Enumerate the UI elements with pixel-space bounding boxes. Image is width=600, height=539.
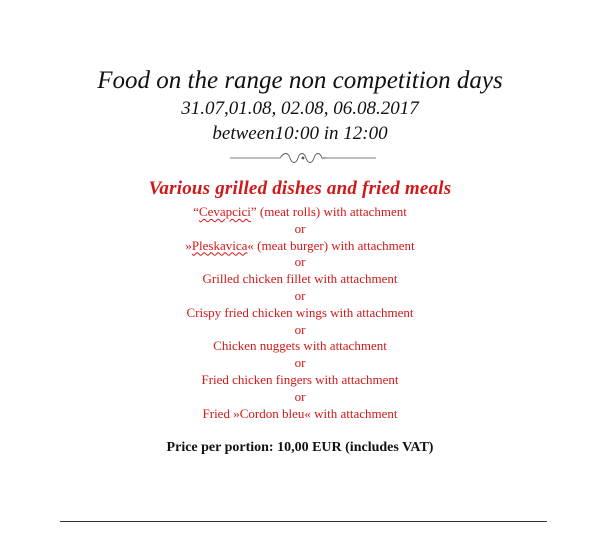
menu-separator-or: or: [294, 287, 306, 303]
menu-item-name: Cevapcici: [198, 204, 251, 219]
menu-item-chicken-fillet: Grilled chicken fillet with attachment: [202, 271, 398, 287]
footer-divider: [60, 521, 547, 522]
menu-separator-or: or: [294, 355, 306, 371]
menu-list: [0, 204, 600, 422]
menu-item-chicken-wings: Crispy fried chicken wings with attachment: [186, 304, 414, 320]
menu-separator-or: or: [294, 220, 306, 236]
menu-separator-or: or: [294, 254, 306, 270]
page-title: Food on the range non competition days: [97, 67, 503, 94]
menu-item-chicken-fingers: Fried chicken fingers with attachment: [201, 371, 399, 387]
menu-item-pleskavica: »Pleskavica« (meat burger) with attachment: [185, 237, 415, 253]
menu-item-chicken-nuggets: Chicken nuggets with attachment: [213, 338, 387, 354]
menu-item-name: Pleskavica: [191, 237, 248, 253]
menu-item-cordon-bleu: Fried »Cordon bleu« with attachment: [202, 405, 398, 421]
menu-separator-or: or: [294, 321, 306, 337]
event-dates: 31.07,01.08, 02.08, 06.08.2017: [181, 98, 419, 119]
menu-separator-or: or: [294, 388, 306, 404]
section-heading: Various grilled dishes and fried meals: [148, 178, 452, 199]
ornament-divider-icon: [228, 148, 378, 168]
price-line: Price per portion: 10,00 EUR (includes VAT): [166, 440, 434, 455]
serving-time: between10:00 in 12:00: [212, 123, 388, 144]
menu-item-cevapcici: “Cevapcici” (meat rolls) with attachment: [193, 204, 407, 219]
